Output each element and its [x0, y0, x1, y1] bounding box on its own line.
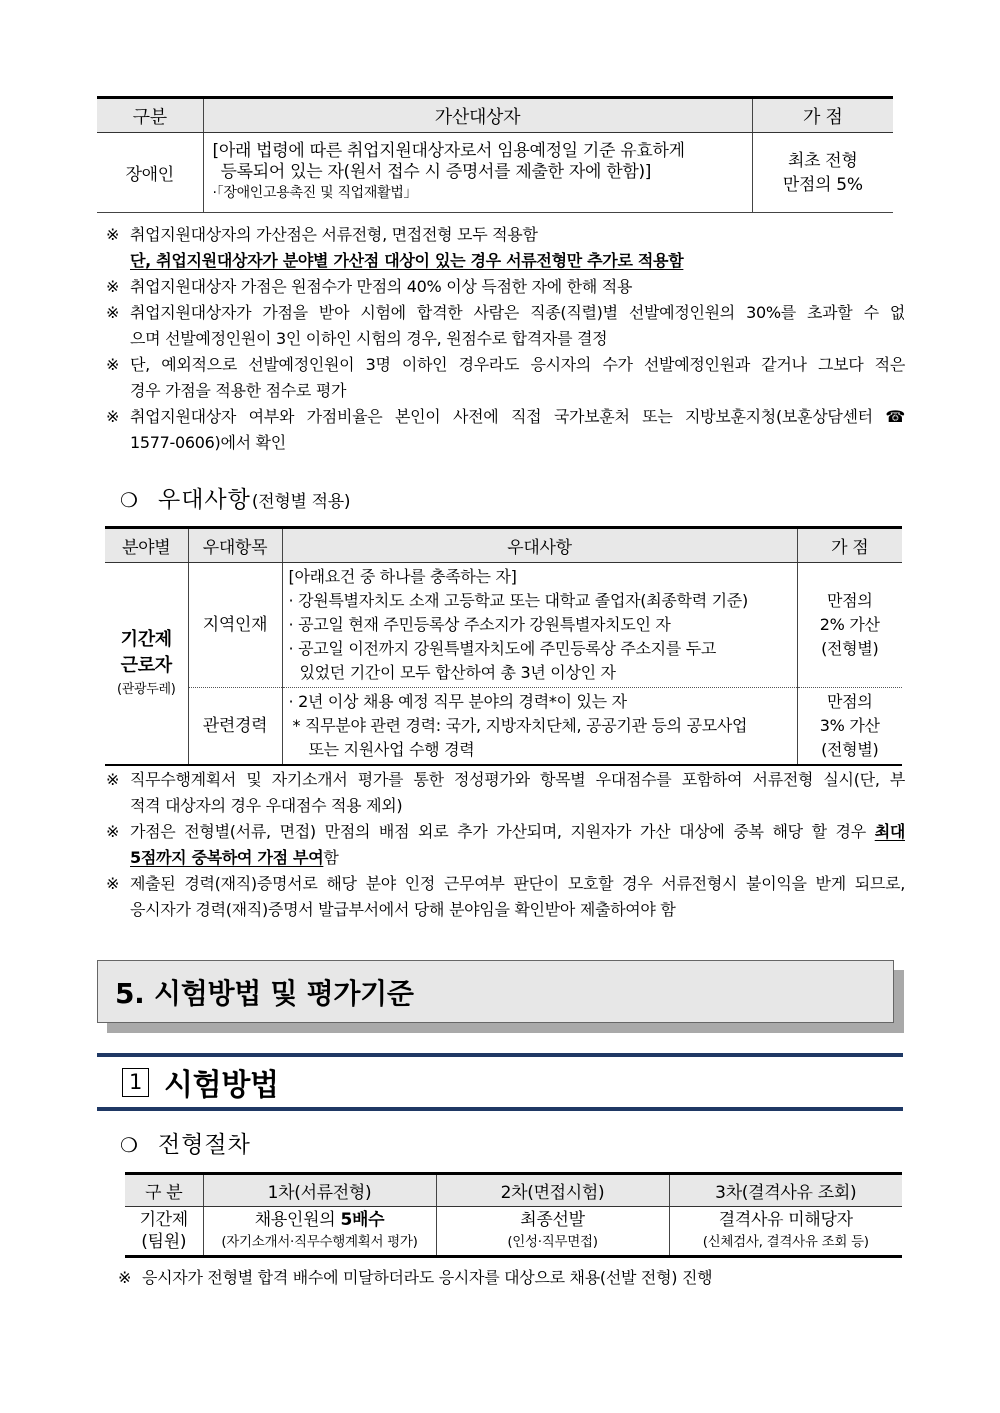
details-line: · 공고일 현재 주민등록상 주소지가 강원특별자치도인 자 [288, 615, 671, 634]
note-line: 제출된 경력(재직)증명서로 해당 분야 인정 근무여부 판단이 모호할 경우 서류전형시 불이익을 받게 되므로, [130, 874, 905, 893]
procedure-title: 전형절차 [158, 1132, 251, 1158]
note-text [130, 767, 905, 819]
col-header-stage-2: 2차(면접시험) [436, 1174, 669, 1207]
procedure-heading [120, 1126, 251, 1159]
stage-detail: (인성·직무면접) [507, 1234, 598, 1250]
details-line: * 직무분야 관련 경력: 국가, 지방자치단체, 공공기관 등의 공모사업 [292, 716, 748, 735]
subsection-number: 1 [122, 1068, 149, 1097]
section-title: 5. 시험방법 및 평가기준 [97, 960, 894, 1023]
stage-main [204, 1209, 436, 1231]
note-mark: ※ [118, 1268, 132, 1287]
note-line: 응시자가 경력(재직)증명서 발급부서에서 당해 분야임을 확인받아 제출하여야 함 [130, 900, 676, 919]
note-emphasis: 5점까지 중복하여 가점 부여 [130, 848, 324, 867]
preference-table [105, 526, 902, 766]
note-item [106, 819, 905, 871]
note-line: 경우 가점을 적용한 점수로 평가 [130, 381, 347, 400]
note-line: 취업지원대상자 가점은 원점수가 만점의 40% 이상 득점한 자에 한해 적용 [130, 277, 633, 296]
subsection-title: 시험방법 [164, 1068, 279, 1103]
stage-main-bold: 5배수 [340, 1210, 385, 1230]
points-cell [797, 563, 902, 688]
col-header-points: 가 점 [797, 528, 902, 563]
note-item [106, 767, 905, 819]
note-text: 응시자가 전형별 합격 배수에 미달하더라도 응시자를 대상으로 채용(선발 전형) 진행 [142, 1268, 713, 1287]
note-emphasis: 단, 취업지원대상자가 분야별 가산점 대상이 있는 경우 서류전형만 추가로 적용함 [130, 251, 684, 270]
points-line: (전형별) [821, 740, 879, 759]
preference-notes [106, 767, 905, 923]
circle-bullet-icon: ❍ [120, 488, 138, 512]
table-row [97, 133, 893, 213]
details-cell [282, 563, 797, 688]
table-header-row [125, 1174, 902, 1207]
stage-1-cell [203, 1207, 436, 1257]
points-line: (전형별) [821, 639, 879, 658]
preference-suffix: (전형별 적용) [251, 492, 351, 512]
procedure-note [118, 1265, 903, 1291]
col-header-category: 구 분 [125, 1174, 203, 1207]
note-mark: ※ [106, 225, 120, 244]
note-mark: ※ [106, 874, 120, 893]
details-line: 또는 지원사업 수행 경력 [308, 740, 475, 759]
points-line: 만점의 5% [782, 174, 863, 195]
points-line: 3% 가산 [819, 716, 880, 735]
stage-3-cell [669, 1207, 902, 1257]
group-line: 기간제 [120, 628, 172, 650]
note-text [130, 404, 905, 456]
note-mark: ※ [106, 770, 120, 789]
target-line: 등록되어 있는 자(원서 접수 시 증명서를 제출한 자에 한함)] [220, 162, 652, 182]
note-item [106, 222, 905, 274]
col-header-stage-1: 1차(서류전형) [203, 1174, 436, 1207]
note-text [130, 352, 905, 404]
points-line: 최초 전형 [787, 150, 858, 171]
note-line: 취업지원대상자가 가점을 받아 시험에 합격한 사람은 직종(직렬)별 선발예정인원의 30%를 초과할 수 없 [130, 303, 905, 322]
note-line: 으며 선발예정인원이 3인 이하인 시험의 경우, 원점수로 합격자를 결정 [130, 329, 608, 348]
points-line: 만점의 [827, 692, 873, 711]
note-mark: ※ [106, 277, 120, 296]
note-line: 단, 예외적으로 선발예정인원이 3명 이하인 경우라도 응시자의 수가 선발예정인원과 같거나 그보다 적은 [130, 355, 905, 374]
target-cell [203, 133, 752, 213]
table-header-row [105, 528, 902, 563]
details-line: 있었던 기간이 모두 합산하여 총 3년 이상인 자 [299, 663, 616, 682]
note-item [106, 404, 905, 456]
points-cell [797, 688, 902, 766]
note-plain: 가점은 전형별(서류, 면접) 만점의 배점 외로 추가 가산되며, 지원자가 가산 대상에 중복 해당 할 경우 [130, 822, 875, 841]
eligibility-notes [106, 222, 905, 456]
note-mark: ※ [106, 303, 120, 322]
table-row [105, 688, 902, 766]
disability-bonus-table [97, 96, 893, 213]
col-header-points: 가 점 [752, 98, 893, 133]
group-line: 근로자 [120, 654, 172, 676]
stage-2-cell [436, 1207, 669, 1257]
preference-heading [120, 481, 350, 514]
points-line: 2% 가산 [819, 615, 880, 634]
note-line: 취업지원대상자 여부와 가점비율은 본인이 사전에 직접 국가보훈처 또는 지방보훈지청(보훈상담센터 ☎ [130, 407, 905, 426]
note-plain: 함 [323, 848, 339, 867]
details-line: · 2년 이상 채용 예정 직무 분야의 경력*이 있는 자 [288, 692, 627, 711]
note-text [130, 819, 905, 871]
note-line: 직무수행계획서 및 자기소개서 평가를 통한 정성평가와 항목별 우대점수를 포함하여 서류전형 실시(단, 부 [130, 770, 905, 789]
stage-main: 최종선발 [520, 1210, 585, 1230]
target-line: [아래 법령에 따른 취업지원대상자로서 임용예정일 기준 유효하게 [212, 141, 685, 161]
subsection-heading [97, 1053, 903, 1111]
note-mark: ※ [106, 822, 120, 841]
circle-bullet-icon: ❍ [120, 1133, 138, 1157]
note-item [106, 871, 905, 923]
group-note: (관광두레) [116, 681, 176, 697]
note-mark: ※ [106, 407, 120, 426]
note-mark: ※ [106, 355, 120, 374]
details-line: · 공고일 이전까지 강원특별자치도에 주민등록상 주소지를 두고 [288, 639, 717, 658]
details-line: [아래요건 중 하나를 충족하는 자] [288, 567, 517, 586]
category-line: 기간제 [139, 1210, 188, 1230]
note-item [106, 300, 905, 352]
points-line: 만점의 [827, 591, 873, 610]
note-item [106, 352, 905, 404]
col-header-category: 구분 [97, 98, 203, 133]
note-line: 적격 대상자의 경우 우대점수 적용 제외) [130, 796, 403, 815]
category-cell [125, 1207, 203, 1257]
stage-detail: (신체검사, 결격사유 조회 등) [702, 1234, 869, 1250]
preference-title: 우대사항 [158, 487, 251, 513]
law-reference: ·「장애인고용촉진 및 직업재활법」 [212, 185, 418, 201]
note-text [130, 300, 905, 352]
col-header-field: 분야별 [105, 528, 188, 563]
col-header-stage-3: 3차(결격사유 조회) [669, 1174, 902, 1207]
category-line: (팀원) [141, 1232, 187, 1252]
note-line [130, 845, 905, 871]
points-cell [752, 133, 893, 213]
col-header-item: 우대항목 [188, 528, 282, 563]
stage-main-text: 채용인원의 [254, 1210, 341, 1230]
col-header-target: 가산대상자 [203, 98, 752, 133]
col-header-details: 우대사항 [282, 528, 797, 563]
table-row [105, 563, 902, 688]
note-item [106, 274, 905, 300]
table-row [125, 1207, 902, 1257]
item-cell: 관련경력 [188, 688, 282, 766]
details-cell [282, 688, 797, 766]
stage-detail: (자기소개서·직무수행계획서 평가) [221, 1234, 418, 1250]
category-cell: 장애인 [97, 133, 203, 213]
details-line: · 강원특별자치도 소재 고등학교 또는 대학교 졸업자(최종학력 기준) [288, 591, 748, 610]
note-text [130, 871, 905, 923]
note-text [130, 274, 905, 300]
note-text [130, 222, 905, 274]
table-header-row [97, 98, 893, 133]
procedure-table [125, 1172, 902, 1258]
group-cell [105, 563, 188, 766]
note-line: 취업지원대상자의 가산점은 서류전형, 면접전형 모두 적용함 [130, 225, 538, 244]
stage-main: 결격사유 미해당자 [718, 1210, 853, 1230]
note-line [130, 819, 905, 845]
item-cell: 지역인재 [188, 563, 282, 688]
note-line: 1577-0606)에서 확인 [130, 433, 286, 452]
note-emphasis: 최대 [874, 822, 905, 841]
